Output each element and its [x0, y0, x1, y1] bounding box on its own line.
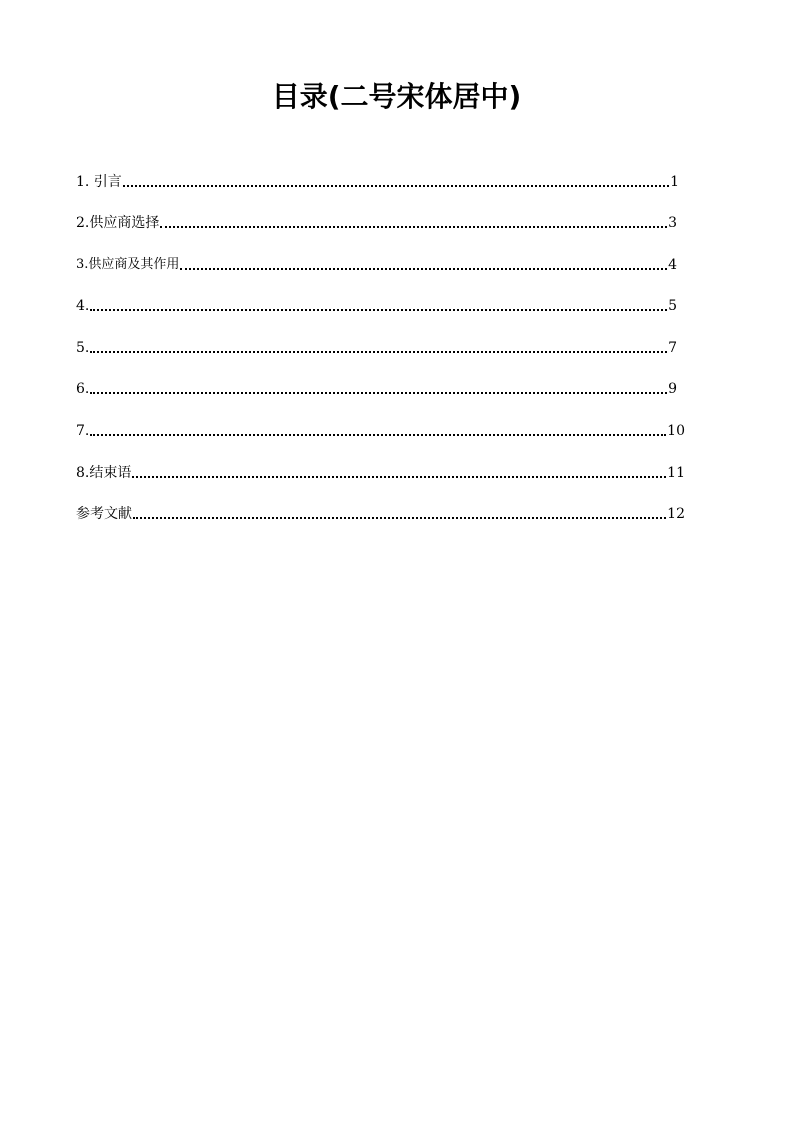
- toc-entry-label: 3.供应商及其作用: [76, 257, 180, 272]
- toc-leader-dots: [90, 392, 667, 394]
- toc-entry-page: 5: [668, 298, 677, 314]
- toc-entry-2[interactable]: [76, 211, 677, 233]
- toc-entry-label: 4.: [76, 298, 90, 314]
- toc-entry-1[interactable]: [76, 170, 679, 192]
- toc-entry-page: 9: [668, 381, 677, 397]
- toc-entry-page: 4: [668, 257, 677, 273]
- toc-entry-4[interactable]: [76, 294, 677, 316]
- toc-entry-label: 8.结束语: [76, 465, 132, 481]
- toc-leader-dots: [133, 517, 666, 519]
- toc-entry-label: 7.: [76, 423, 90, 439]
- toc-leader-dots: [160, 226, 667, 228]
- toc-entry-label: 5.: [76, 340, 90, 356]
- toc-entry-5[interactable]: [76, 336, 677, 358]
- toc-title: 目录(二号宋体居中): [271, 80, 522, 113]
- toc-entry-page: 7: [668, 340, 677, 356]
- toc-entry-label: 参考文献: [76, 506, 132, 522]
- toc-entry-references[interactable]: [76, 502, 685, 524]
- toc-entry-page: 3: [668, 215, 677, 231]
- toc-entry-6[interactable]: [76, 377, 677, 399]
- toc-leader-dots: [90, 434, 666, 436]
- toc-entry-3[interactable]: [76, 253, 677, 275]
- toc-entry-page: 11: [667, 465, 685, 481]
- toc-entry-7[interactable]: [76, 419, 685, 441]
- toc-entry-page: 10: [667, 423, 685, 439]
- toc-entry-label: 1. 引言: [76, 174, 122, 190]
- toc-entry-label: 2.供应商选择: [76, 215, 160, 231]
- toc-entry-page: 12: [667, 506, 685, 522]
- toc-entry-8[interactable]: [76, 461, 685, 483]
- toc-leader-dots: [90, 309, 667, 311]
- toc-entry-page: 1: [670, 174, 679, 190]
- toc-entry-label: 6.: [76, 381, 90, 397]
- toc-leader-dots: [180, 268, 667, 270]
- toc-leader-dots: [90, 351, 667, 353]
- toc-leader-dots: [123, 185, 669, 187]
- toc-leader-dots: [132, 476, 666, 478]
